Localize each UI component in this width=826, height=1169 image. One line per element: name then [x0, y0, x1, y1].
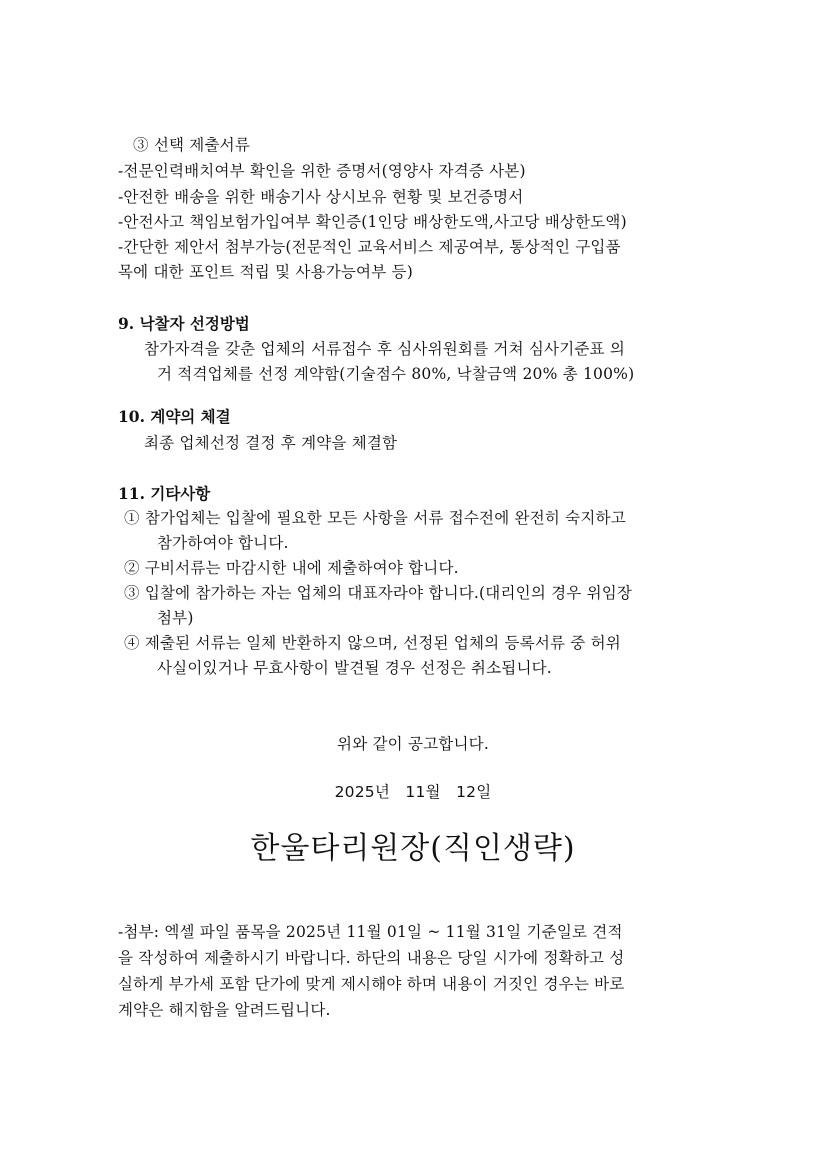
- attachment-line: 계약은 해지함을 알려드립니다.: [118, 1001, 331, 1019]
- optional-docs-line: 목에 대한 포인트 적립 및 사용가능여부 등): [118, 263, 413, 281]
- section-heading-9: 9. 낙찰자 선정방법: [118, 314, 250, 333]
- attachment-line: 을 작성하여 제출하시기 바랍니다. 하단의 내용은 당일 시가에 정확하고 성: [118, 949, 625, 967]
- section-10-line: 최종 업체선정 결정 후 계약을 체결함: [144, 434, 398, 452]
- section-9-line: 거 적격업체를 선정 계약함(기술점수 80%, 낙찰금액 20% 총 100%): [157, 365, 635, 383]
- closing-statement: 위와 같이 공고합니다.: [337, 735, 489, 753]
- signer-name: 한울타리원장(직인생략): [250, 831, 576, 866]
- section-9-line: 참가자격을 갖춘 업체의 서류접수 후 심사위원회를 거쳐 심사기준표 의: [144, 340, 626, 358]
- section-11-line: ① 참가업체는 입찰에 필요한 모든 사항을 서류 접수전에 완전히 숙지하고: [124, 509, 626, 527]
- section-11-line: ④ 제출된 서류는 일체 반환하지 않으며, 선정된 업체의 등록서류 중 허위: [124, 634, 621, 652]
- optional-docs-title: ③ 선택 제출서류: [133, 136, 250, 154]
- optional-docs-line: -안전한 배송을 위한 배송기사 상시보유 현황 및 보건증명서: [118, 188, 524, 206]
- attachment-line: -첨부: 엑셀 파일 품목을 2025년 11월 01일 ~ 11월 31일 기준일로 견적: [118, 923, 623, 941]
- section-11-line: 참가하여야 합니다.: [157, 534, 289, 552]
- section-11-line: ③ 입찰에 참가하는 자는 업체의 대표자라야 합니다.(대리인의 경우 위임장: [124, 584, 633, 602]
- section-heading-11: 11. 기타사항: [118, 484, 211, 503]
- optional-docs-line: -안전사고 책임보험가입여부 확인증(1인당 배상한도액,사고당 배상한도액): [118, 213, 627, 231]
- section-heading-10: 10. 계약의 체결: [118, 407, 231, 426]
- attachment-line: 실하게 부가세 포함 단가에 맞게 제시해야 하며 내용이 거짓인 경우는 바로: [118, 975, 625, 993]
- section-11-line: 첨부): [157, 609, 194, 627]
- section-11-line: ② 구비서류는 마감시한 내에 제출하여야 합니다.: [124, 559, 459, 577]
- section-11-line: 사실이있거나 무효사항이 발견될 경우 선정은 취소됩니다.: [157, 659, 552, 677]
- optional-docs-line: -전문인력배치여부 확인을 위한 증명서(영양사 자격증 사본): [118, 162, 526, 180]
- optional-docs-line: -간단한 제안서 첨부가능(전문적인 교육서비스 제공여부, 통상적인 구입품: [118, 238, 621, 256]
- notice-date: 2025년 11월 12일: [334, 783, 492, 801]
